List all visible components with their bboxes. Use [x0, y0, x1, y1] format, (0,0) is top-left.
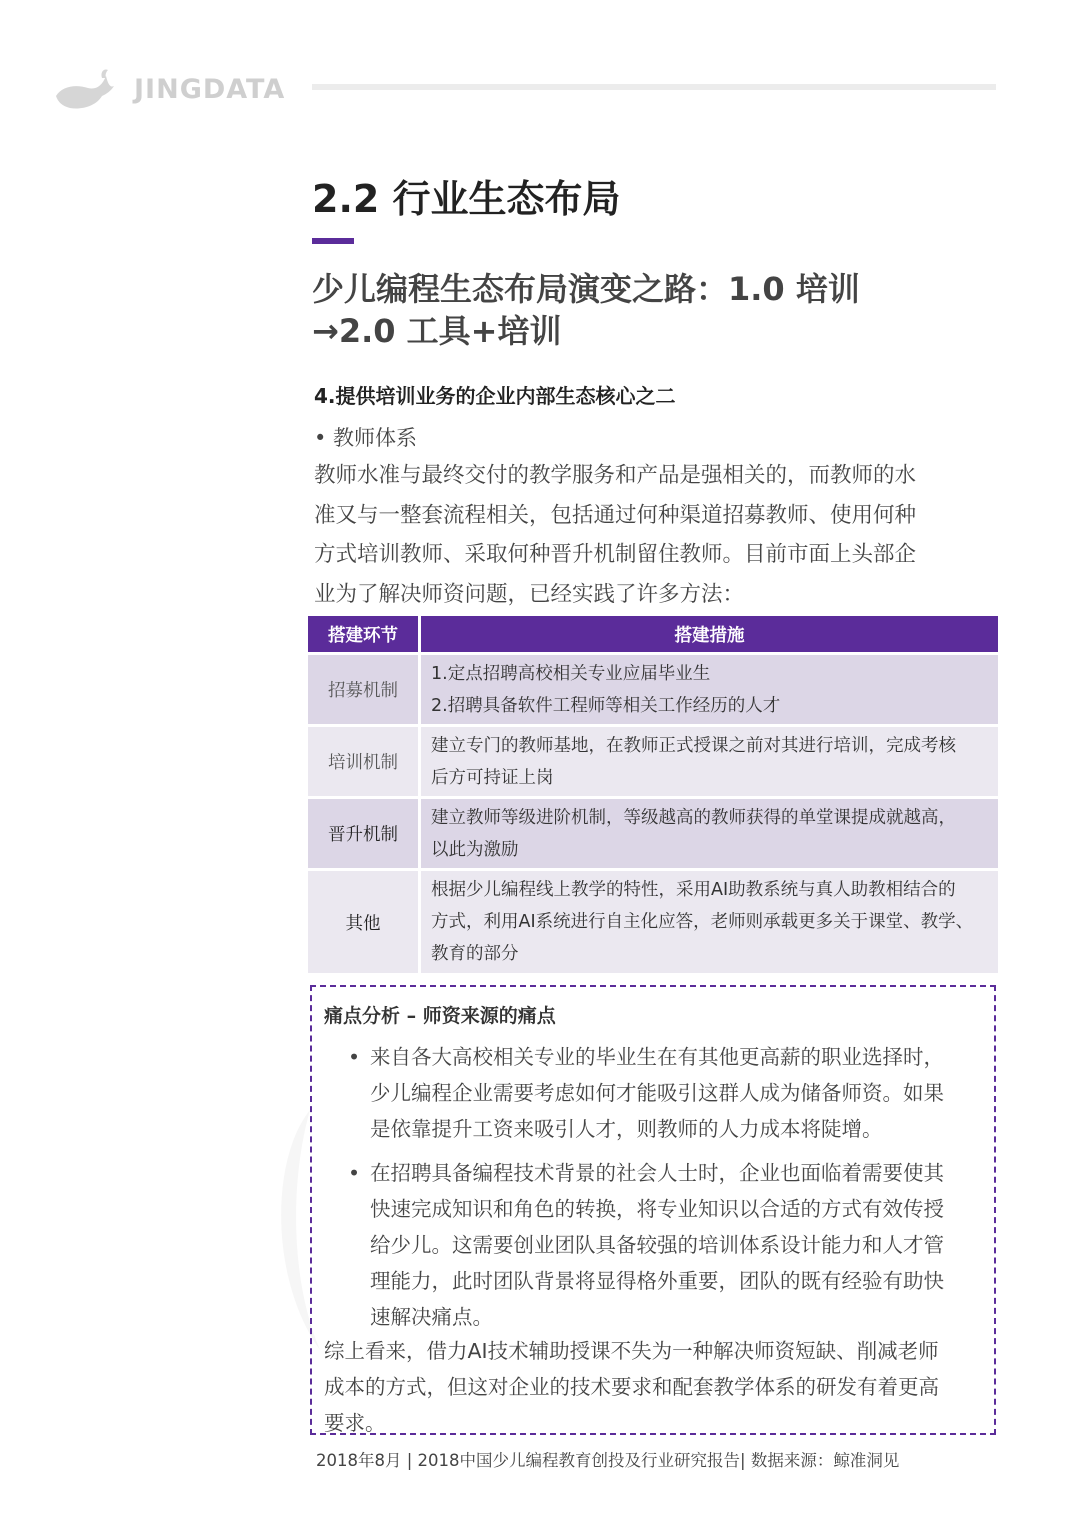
table-row: [308, 796, 998, 868]
measures-cell: [421, 727, 998, 796]
header-divider: [312, 84, 996, 90]
pain-bullet-list: [324, 1039, 988, 1343]
body-line: 方式培训教师、采取何种晋升机制留住教师。目前市面上头部企: [314, 542, 917, 567]
summary-line: 成本的方式，但这对企业的技术要求和配套教学体系的研发有着更高: [324, 1375, 939, 1399]
pain-line: 速解决痛点。: [370, 1305, 493, 1329]
list-item: [324, 1155, 988, 1335]
bullet-marker: •: [348, 1161, 361, 1185]
measure-line: 教育的部分: [431, 944, 519, 964]
table-row: [308, 868, 998, 973]
body-paragraph: [314, 456, 994, 614]
bullet-label: • 教师体系: [314, 426, 418, 450]
table-row: [308, 724, 998, 796]
table-header: [308, 616, 998, 652]
subtitle-line: →2.0 工具+培训: [312, 312, 562, 350]
summary-line: 要求。: [324, 1411, 386, 1435]
measure-line: 1.定点招聘高校相关专业应届毕业生: [431, 663, 711, 684]
pain-point-box: [310, 985, 996, 1435]
measure-line: 后方可持证上岗: [431, 767, 554, 788]
measures-cell: [421, 655, 998, 724]
measure-line: 2.招聘具备软件工程师等相关工作经历的人才: [431, 695, 781, 716]
header-stage: 搭建环节: [308, 616, 421, 652]
stage-cell: 其他: [308, 871, 421, 973]
list-item: [324, 1039, 988, 1147]
pain-line: 快速完成知识和角色的转换，将专业知识以合适的方式有效传授: [370, 1197, 944, 1221]
table-row: [308, 652, 998, 724]
measures-cell: [421, 871, 998, 973]
pain-line: 在招聘具备编程技术背景的社会人士时，企业也面临着需要使其: [370, 1161, 944, 1185]
measure-line: 建立教师等级进阶机制，等级越高的教师获得的单堂课提成就越高，: [431, 807, 956, 828]
pain-line: 给少儿。这需要创业团队具备较强的培训体系设计能力和人才管: [370, 1233, 944, 1257]
stage-cell: 晋升机制: [308, 799, 421, 868]
brand-name: JINGDATA: [134, 74, 286, 105]
pain-line: 少儿编程企业需要考虑如何才能吸引这群人成为储备师资。如果: [370, 1081, 944, 1105]
measure-line: 以此为激励: [431, 839, 519, 860]
page-title: 2.2 行业生态布局: [312, 177, 621, 221]
body-line: 教师水准与最终交付的教学服务和产品是强相关的，而教师的水: [314, 463, 917, 488]
measure-line: 方式，利用AI系统进行自主化应答，老师则承载更多关于课堂、教学、: [431, 912, 974, 932]
measures-table: [308, 616, 998, 973]
point-heading: 4.提供培训业务的企业内部生态核心之二: [314, 384, 676, 408]
title-accent-bar: [312, 238, 354, 244]
summary-line: 综上看来，借力AI技术辅助授课不失为一种解决师资短缺、削减老师: [324, 1339, 939, 1363]
page-footer: 2018年8月 | 2018中国少儿编程教育创投及行业研究报告| 数据来源：鲸准洞见: [316, 1451, 900, 1470]
stage-cell: 招募机制: [308, 655, 421, 724]
stage-cell: 培训机制: [308, 727, 421, 796]
pain-line: 是依靠提升工资来吸引人才，则教师的人力成本将陡增。: [370, 1117, 883, 1141]
measure-line: 建立专门的教师基地，在教师正式授课之前对其进行培训，完成考核: [431, 735, 956, 756]
pain-line: 来自各大高校相关专业的毕业生在有其他更高薪的职业选择时，: [370, 1045, 944, 1069]
header-measures: 搭建措施: [674, 625, 745, 646]
subtitle-line: 少儿编程生态布局演变之路：1.0 培训: [312, 270, 860, 308]
bullet-marker: •: [348, 1045, 361, 1069]
measures-cell: [421, 799, 998, 868]
whale-icon: [52, 66, 116, 114]
pain-box-title: 痛点分析 – 师资来源的痛点: [324, 1005, 556, 1027]
pain-line: 理能力，此时团队背景将显得格外重要，团队的既有经验有助快: [370, 1269, 944, 1293]
subtitle: [312, 268, 952, 352]
pain-summary: [324, 1333, 988, 1441]
brand-logo: [52, 66, 286, 114]
body-line: 准又与一整套流程相关，包括通过何种渠道招募教师、使用何种: [314, 502, 917, 528]
measure-line: 根据少儿编程线上教学的特性，采用AI助教系统与真人助教相结合的: [431, 880, 956, 900]
body-line: 业为了解决师资问题，已经实践了许多方法：: [314, 581, 745, 607]
